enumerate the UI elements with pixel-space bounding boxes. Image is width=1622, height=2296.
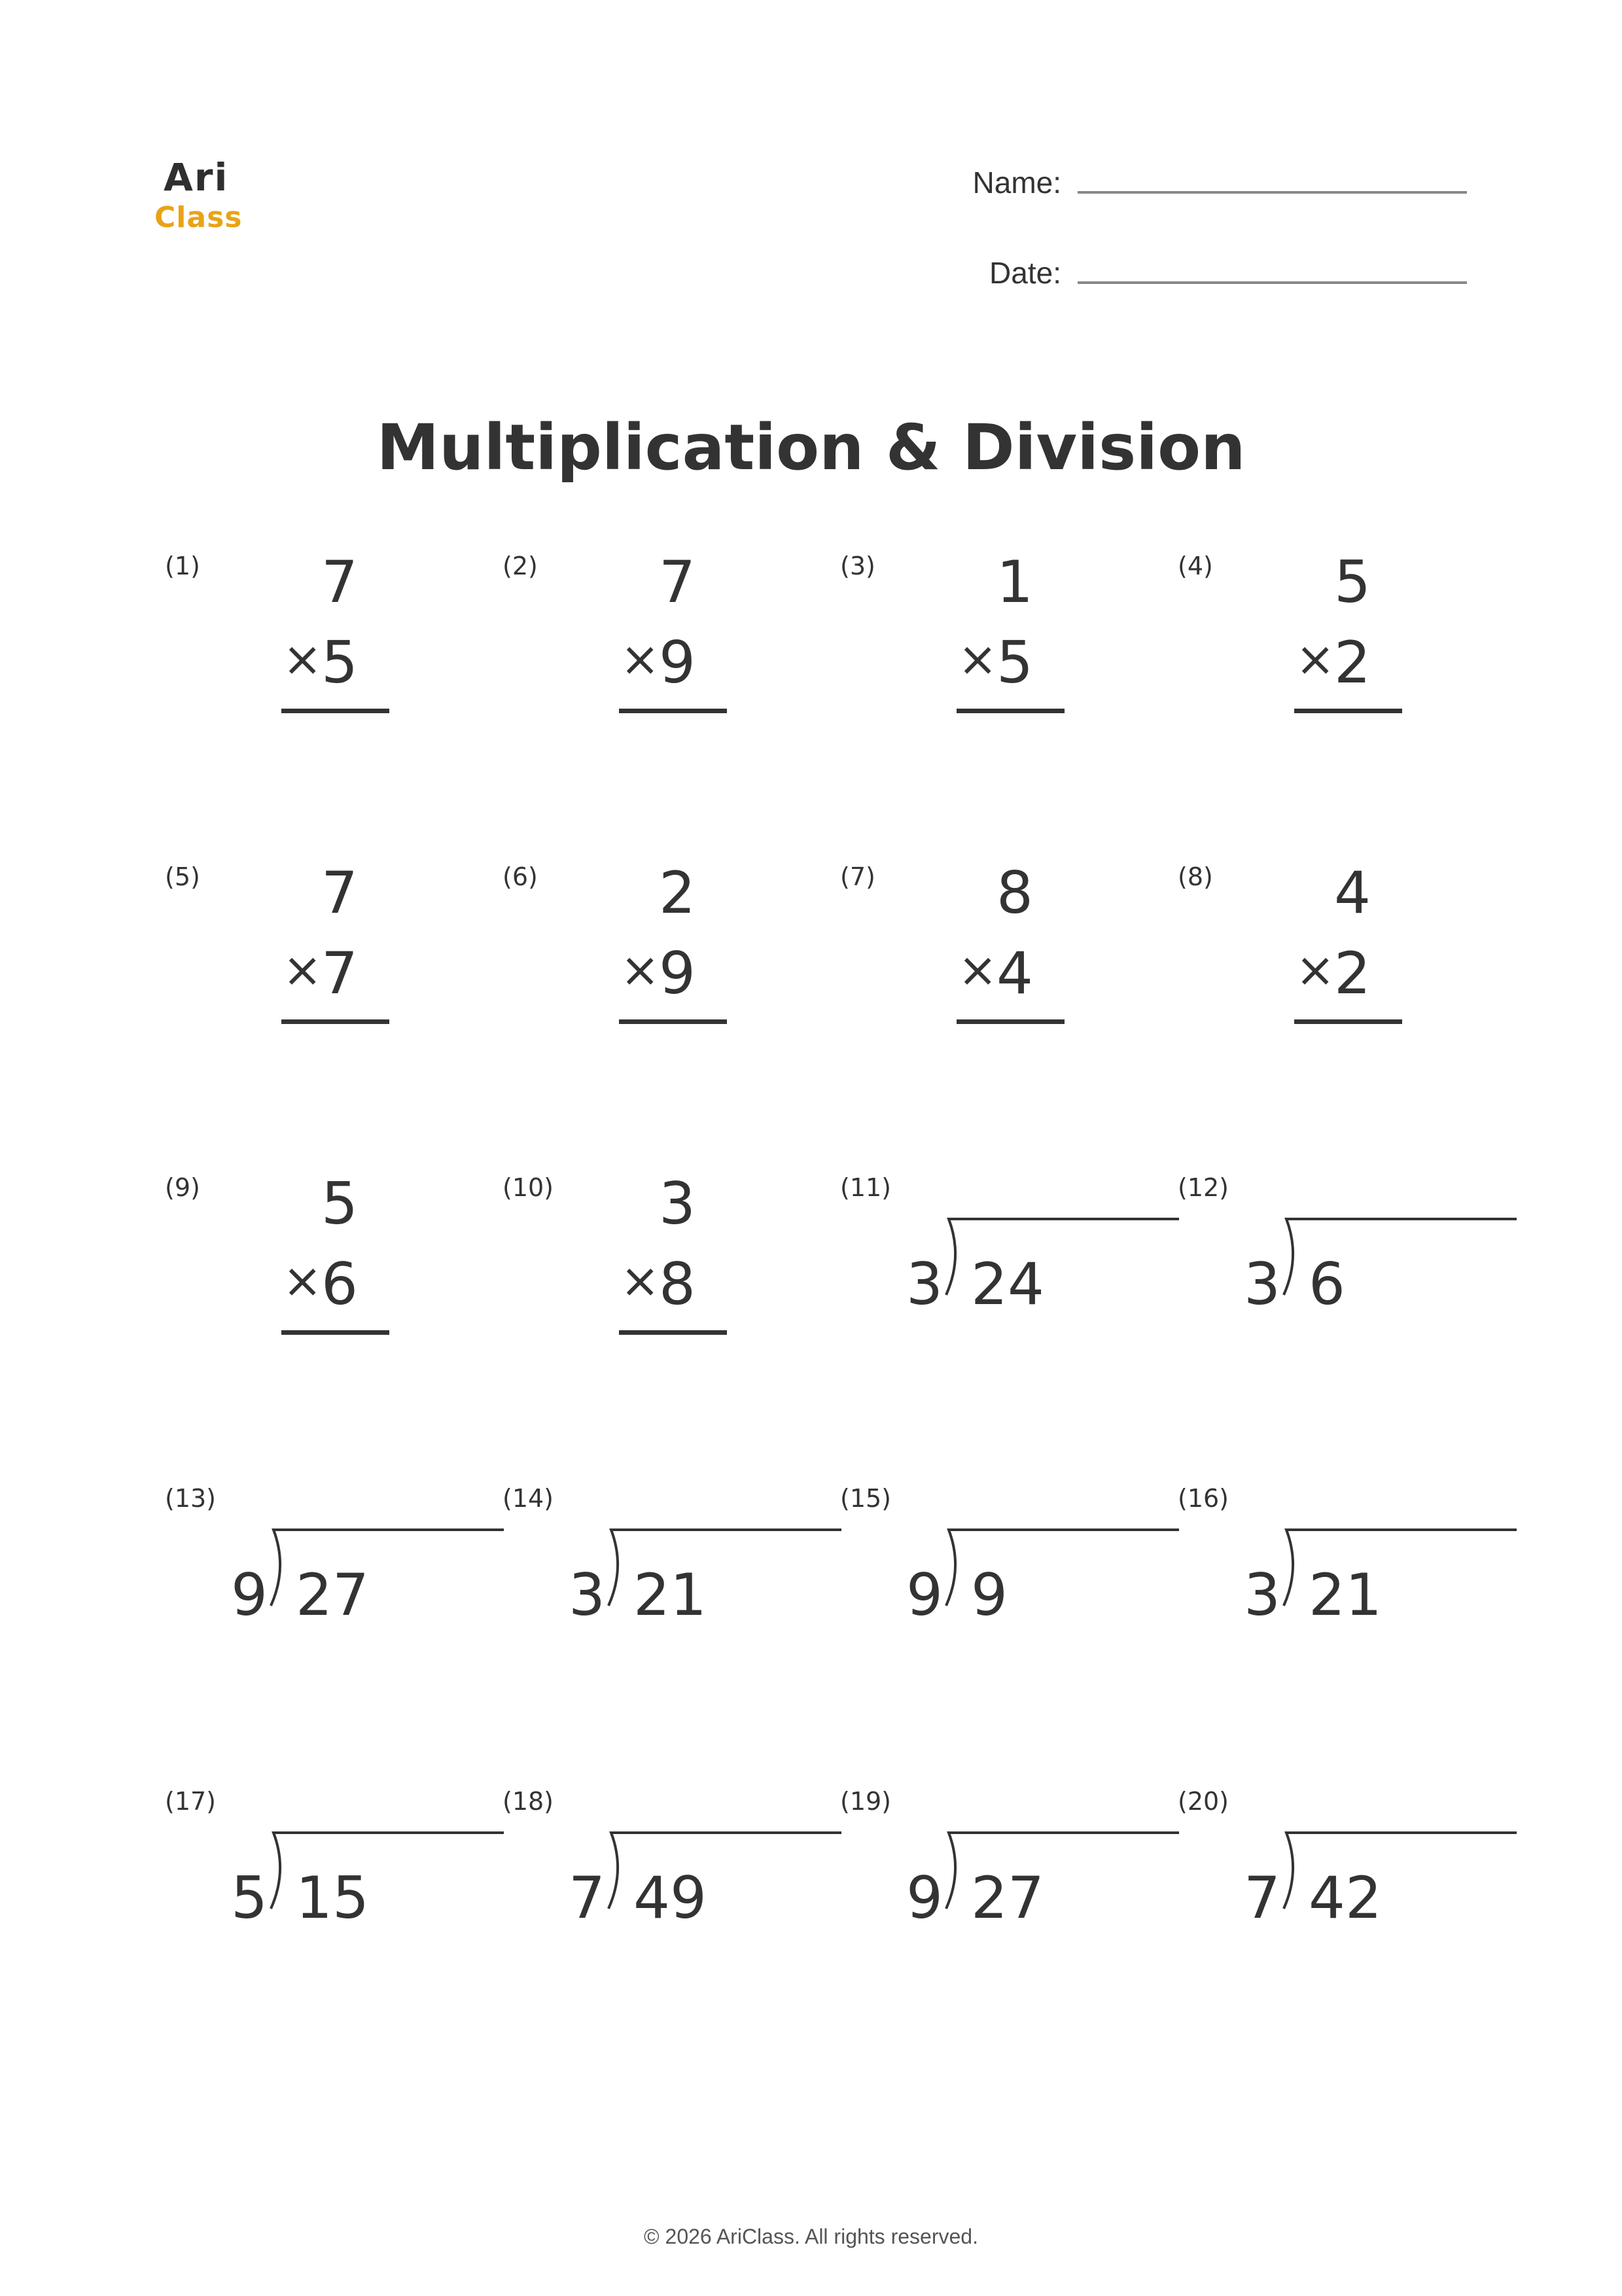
problem-number: (10) (502, 1173, 554, 1202)
problem-1 (165, 548, 505, 826)
problem-number: (8) (1178, 862, 1213, 891)
problem-number: (12) (1178, 1173, 1229, 1202)
dividend: 49 (633, 1864, 707, 1932)
multiplier: 9 (659, 940, 696, 1007)
divisor: 3 (1244, 1250, 1280, 1318)
dividend: 27 (971, 1864, 1044, 1932)
divisor: 3 (569, 1561, 605, 1629)
problem-19 (840, 1787, 1180, 2062)
multiplicand: 7 (659, 548, 696, 616)
multiplier: 5 (996, 629, 1033, 696)
problem-number: (19) (840, 1787, 892, 1816)
times-sign: × (283, 942, 323, 997)
answer-rule (281, 709, 389, 713)
problem-11 (840, 1173, 1180, 1448)
divisor: 5 (231, 1864, 268, 1932)
times-sign: × (620, 631, 660, 686)
multiplicand: 5 (321, 1170, 358, 1237)
multiplicand: 8 (996, 859, 1033, 927)
multiplicand: 2 (659, 859, 696, 927)
problem-number: (6) (502, 862, 538, 891)
problem-3 (840, 548, 1180, 826)
divisor: 3 (1244, 1561, 1280, 1629)
problem-number: (4) (1178, 552, 1213, 580)
answer-rule (619, 709, 727, 713)
multiplicand: 4 (1334, 859, 1371, 927)
divisor: 9 (906, 1561, 943, 1629)
problem-number: (16) (1178, 1484, 1229, 1513)
multiplicand: 1 (996, 548, 1033, 616)
problem-number: (3) (840, 552, 875, 580)
dividend: 6 (1309, 1250, 1345, 1318)
problem-number: (20) (1178, 1787, 1229, 1816)
logo-line-1: Ari (164, 155, 229, 200)
problem-number: (14) (502, 1484, 554, 1513)
answer-rule (619, 1330, 727, 1335)
problem-16 (1178, 1484, 1518, 1759)
dividend: 9 (971, 1561, 1008, 1629)
multiplier: 7 (321, 940, 358, 1007)
problem-5 (165, 859, 505, 1137)
multiplier: 4 (996, 940, 1033, 1007)
problem-number: (1) (165, 552, 200, 580)
multiplier: 6 (321, 1250, 358, 1318)
name-label: Name: (972, 166, 1061, 200)
multiplier: 8 (659, 1250, 696, 1318)
problem-12 (1178, 1173, 1518, 1448)
problem-7 (840, 859, 1180, 1137)
multiplicand: 7 (321, 548, 358, 616)
problem-20 (1178, 1787, 1518, 2062)
logo-line-2: Class (154, 201, 243, 234)
problem-number: (2) (502, 552, 538, 580)
dividend: 21 (1309, 1561, 1382, 1629)
times-sign: × (620, 1253, 660, 1308)
problem-8 (1178, 859, 1518, 1137)
answer-rule (957, 1019, 1065, 1024)
answer-rule (957, 709, 1065, 713)
problem-10 (502, 1170, 843, 1448)
problem-6 (502, 859, 843, 1137)
problem-number: (17) (165, 1787, 217, 1816)
multiplicand: 3 (659, 1170, 696, 1237)
dividend: 42 (1309, 1864, 1382, 1932)
problem-2 (502, 548, 843, 826)
problem-number: (13) (165, 1484, 217, 1513)
times-sign: × (283, 631, 323, 686)
problem-14 (502, 1484, 843, 1759)
multiplier: 2 (1334, 940, 1371, 1007)
times-sign: × (283, 1253, 323, 1308)
page-title: Multiplication & Division (376, 411, 1246, 484)
problem-number: (15) (840, 1484, 892, 1513)
divisor: 9 (231, 1561, 268, 1629)
answer-rule (281, 1330, 389, 1335)
name-field[interactable] (1078, 191, 1467, 194)
date-label: Date: (989, 256, 1061, 290)
multiplicand: 7 (321, 859, 358, 927)
problem-number: (9) (165, 1173, 200, 1202)
answer-rule (1294, 709, 1402, 713)
date-field[interactable] (1078, 281, 1467, 284)
multiplier: 2 (1334, 629, 1371, 696)
times-sign: × (958, 631, 998, 686)
multiplicand: 5 (1334, 548, 1371, 616)
times-sign: × (1296, 942, 1335, 997)
divisor: 9 (906, 1864, 943, 1932)
footer-copyright: © 2026 AriClass. All rights reserved. (644, 2225, 978, 2248)
problem-number: (5) (165, 862, 200, 891)
problem-13 (165, 1484, 505, 1759)
problem-number: (7) (840, 862, 875, 891)
dividend: 27 (296, 1561, 369, 1629)
multiplier: 9 (659, 629, 696, 696)
dividend: 21 (633, 1561, 707, 1629)
problem-17 (165, 1787, 505, 2062)
times-sign: × (620, 942, 660, 997)
ariclass-logo (154, 154, 298, 236)
divisor: 7 (569, 1864, 605, 1932)
dividend: 24 (971, 1250, 1044, 1318)
problem-9 (165, 1170, 505, 1448)
problem-18 (502, 1787, 843, 2062)
answer-rule (1294, 1019, 1402, 1024)
problem-4 (1178, 548, 1518, 826)
problem-15 (840, 1484, 1180, 1759)
times-sign: × (1296, 631, 1335, 686)
problem-number: (11) (840, 1173, 892, 1202)
problem-number: (18) (502, 1787, 554, 1816)
dividend: 15 (296, 1864, 369, 1932)
divisor: 3 (906, 1250, 943, 1318)
answer-rule (619, 1019, 727, 1024)
answer-rule (281, 1019, 389, 1024)
divisor: 7 (1244, 1864, 1280, 1932)
multiplier: 5 (321, 629, 358, 696)
times-sign: × (958, 942, 998, 997)
